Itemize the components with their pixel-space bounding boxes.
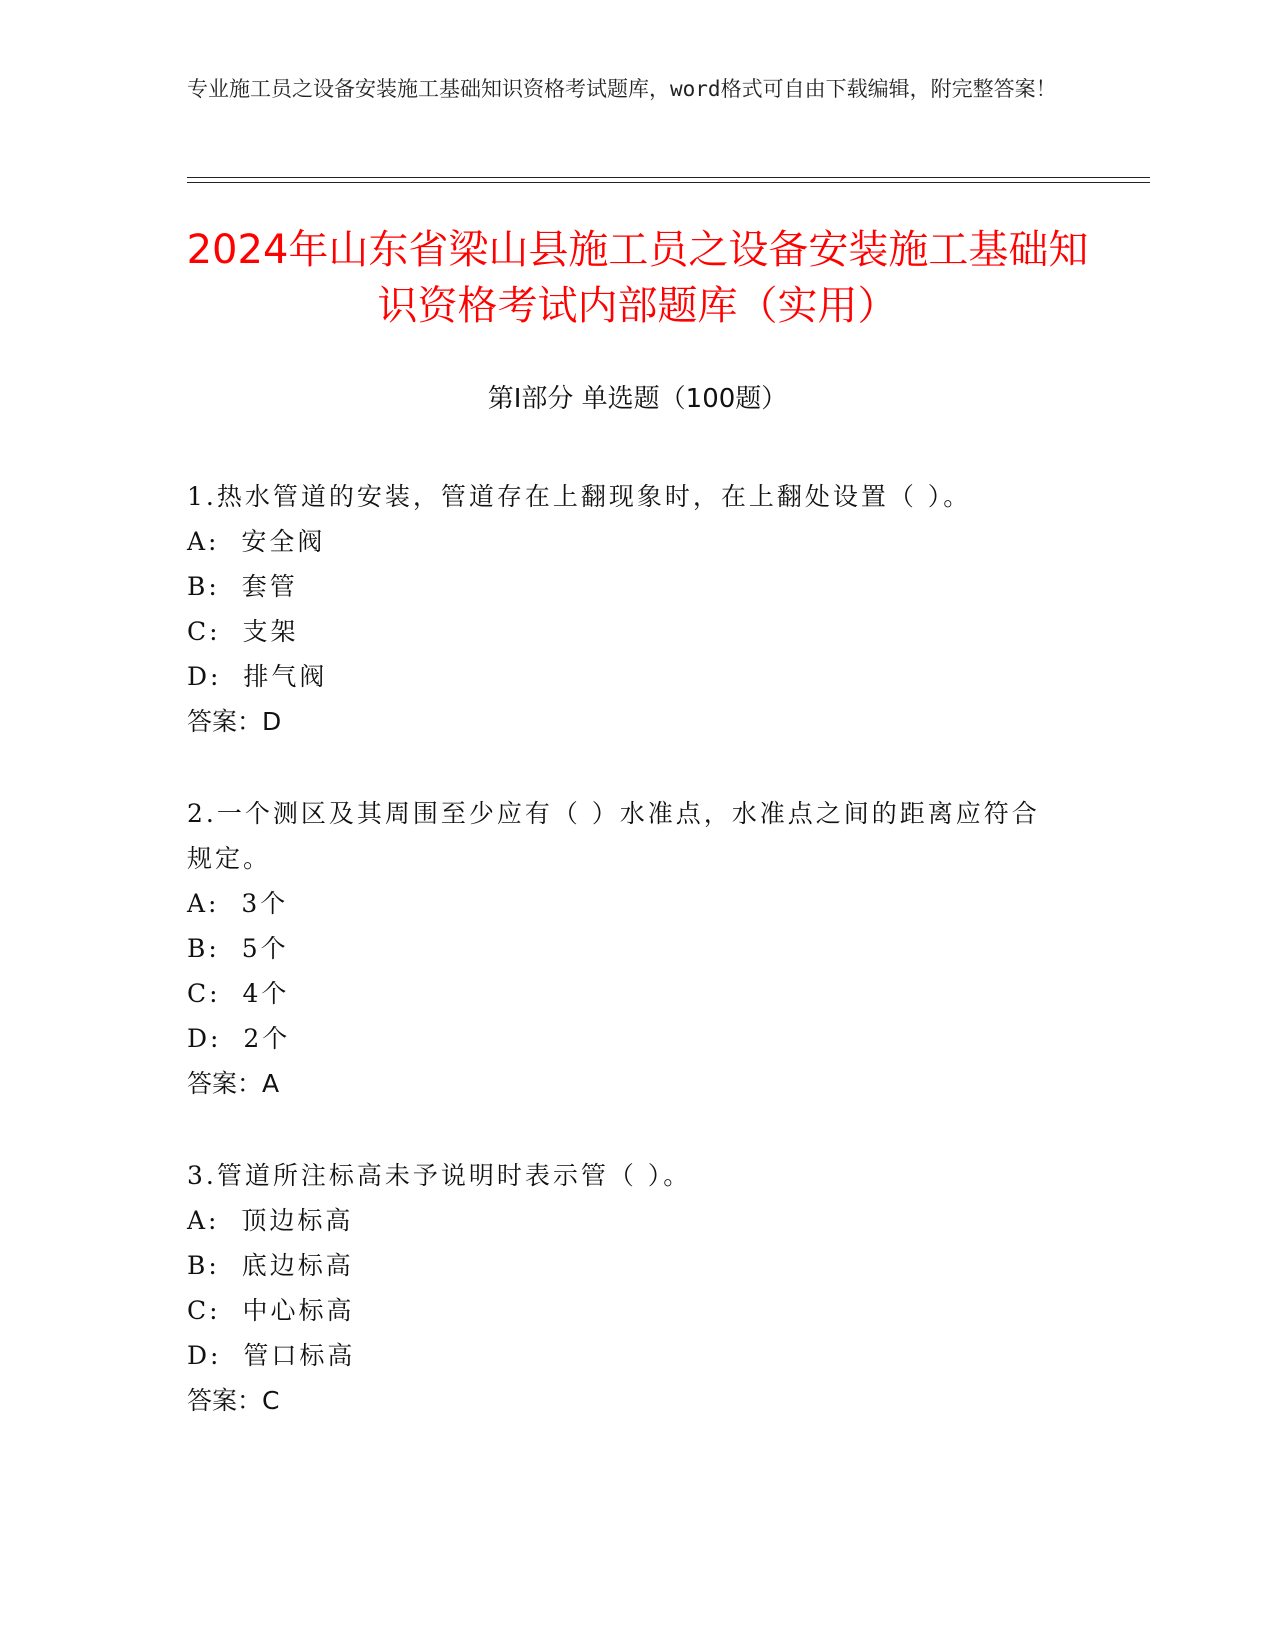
question-stem: 3.管道所注标高未予说明时表示管（ ）。 bbox=[187, 1161, 692, 1190]
question-1 bbox=[187, 474, 1067, 744]
question-stem: 1.热水管道的安装，管道存在上翻现象时，在上翻处设置（ ）。 bbox=[187, 482, 972, 511]
option-a: A: 安全阀 bbox=[187, 527, 326, 556]
header-divider-top bbox=[187, 177, 1150, 178]
option-c: C: 中心标高 bbox=[187, 1296, 355, 1325]
question-list bbox=[187, 474, 1067, 1470]
option-c: C: 4个 bbox=[187, 979, 290, 1008]
answer-line: 答案：C bbox=[187, 1386, 280, 1415]
option-a: A: 顶边标高 bbox=[187, 1206, 354, 1235]
option-b: B: 5个 bbox=[187, 934, 289, 963]
header-divider-bottom bbox=[187, 182, 1150, 183]
option-d: D: 管口标高 bbox=[187, 1341, 356, 1370]
option-d: D: 2个 bbox=[187, 1024, 291, 1053]
option-b: B: 套管 bbox=[187, 572, 298, 601]
option-a: A: 3个 bbox=[187, 889, 289, 918]
question-2 bbox=[187, 791, 1067, 1106]
option-b: B: 底边标高 bbox=[187, 1251, 354, 1280]
header-note: 专业施工员之设备安装施工基础知识资格考试题库，word格式可自由下载编辑，附完整答案！ bbox=[187, 77, 1057, 101]
document-title: 2024年山东省梁山县施工员之设备安装施工基础知识资格考试内部题库（实用） bbox=[186, 227, 1089, 329]
option-d: D: 排气阀 bbox=[187, 662, 328, 691]
answer-line: 答案：A bbox=[187, 1069, 280, 1098]
question-3 bbox=[187, 1153, 1067, 1423]
option-c: C: 支架 bbox=[187, 617, 299, 646]
question-stem: 2.一个测区及其周围至少应有（ ）水准点，水准点之间的距离应符合规定。 bbox=[187, 799, 1040, 873]
section-heading: 第Ⅰ部分 单选题（100题） bbox=[487, 384, 788, 414]
answer-line: 答案：D bbox=[187, 707, 282, 736]
